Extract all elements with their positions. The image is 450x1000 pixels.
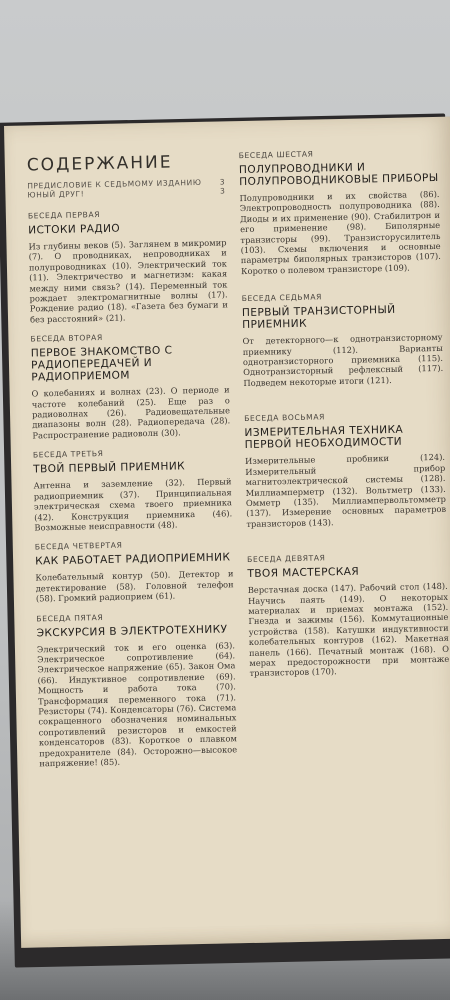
section-contents: Из глубины веков (5). Заглянем в микромир (7). О проводниках, непроводниках и полупроводниках (10). Электрический ток (11). Электричество и магнетизм: какая между ними связь? (14). Переменный ток рождает электромагнитные волны (17). Рождение радио (18). «Газета без бумаги и без расстояний» (21). (28, 237, 228, 325)
section-contents: Верстачная доска (147). Рабочий стол (148). Научись паять (149). О некоторых материалах и приемах монтажа (152). Гнезда и зажимы (156). Коммутационные устройства (158). Катушки индуктивности колебательных контуров (162). Макетная панель (166). Печатный монтаж (168). О мерах предосторожности при монтаже транзисторов (170). (247, 580, 450, 679)
young-friend-label: ЮНЫЙ ДРУГ! (27, 189, 85, 200)
section-contents: О колебаниях и волнах (23). О периоде и частоте колебаний (25). Еще раз о радиоволнах (26). Радиовещательные диапазоны волн (28). Радиопередача (28). Распространение радиоволн (30). (31, 384, 231, 441)
section-8 (244, 410, 446, 529)
section-6 (239, 147, 442, 276)
section-heading: ИЗМЕРИТЕЛЬНАЯ ТЕХНИКА ПЕРВОЙ НЕОБХОДИМОСТИ (244, 423, 404, 452)
section-7 (242, 290, 444, 388)
section-heading: ТВОЙ ПЕРВЫЙ ПРИЕМНИК (33, 460, 186, 476)
section-contents: От детекторного—к однотранзисторному приемнику (112). Варианты однотранзисторного приемника (115). Однотранзисторный рефлексный (117). Подведем некоторые итоги (121). (242, 332, 444, 388)
section-contents: Антенна и заземление (32). Первый радиоприемник (37). Принципиальная электрическая схема твоего приемника (42). Конструкция приемника (46). Возможные неисправности (48). (33, 476, 233, 533)
preface-page: 3 (219, 177, 226, 187)
section-contents: Полупроводники и их свойства (86). Электропроводность полупроводника (88). Диоды и их применение (90). Стабилитрон и его применение (98). Биполярные транзисторы (99). Транзисторусилитель (103). Схемы включения и основные параметры биполярных транзисторов (107). Коротко о полевом транзисторе (109). (239, 188, 441, 276)
section-label: БЕСЕДА ВТОРАЯ (30, 333, 103, 344)
section-heading: ПЕРВЫЙ ТРАНЗИСТОРНЫЙ ПРИЕМНИК (241, 304, 396, 332)
section-heading: ТВОЯ МАСТЕРСКАЯ (247, 565, 360, 581)
section-contents: Колебательный контур (50). Детектор и детектирование (58). Головной телефон (58). Громкий радиоприем (61). (35, 568, 234, 604)
section-5 (36, 610, 237, 769)
section-heading: ЭКСКУРСИЯ В ЭЛЕКТРОТЕХНИКУ (36, 622, 228, 639)
toc-title: СОДЕРЖАНИЕ (26, 152, 173, 176)
section-contents: Электрический ток и его оценка (63). Электрическое сопротивление (64). Электрическое напряжение (65). Закон Ома (66). Индуктивное сопротивление (69). Мощность и работа тока (70). Трансформация переменного тока (71). Резисторы (74). Конденсаторы (76). Система сокращенного обозначения номинальных сопротивлений резисторов и емкостей конденсаторов (83). Короткое о плавком предохранителе (84). Осторожно—высокое напряжение! (85). (36, 639, 238, 769)
section-2 (30, 331, 230, 441)
section-label: БЕСЕДА СЕДЬМАЯ (241, 292, 323, 304)
section-4 (35, 539, 234, 604)
preface-label: ПРЕДИСЛОВИЕ К СЕДЬМОМУ ИЗДАНИЮ (27, 177, 202, 191)
section-label: БЕСЕДА ПЕРВАЯ (27, 210, 101, 221)
section-label: БЕСЕДА ТРЕТЬЯ (32, 449, 104, 460)
young-friend-page: 3 (219, 186, 226, 196)
section-heading: ПЕРВОЕ ЗНАКОМСТВО С РАДИОПЕРЕДАЧЕЙ И РАДИОПРИЕМОМ (30, 344, 173, 384)
book-page (4, 117, 450, 948)
section-label: БЕСЕДА ЧЕТВЕРТАЯ (34, 540, 123, 552)
section-heading: КАК РАБОТАЕТ РАДИОПРИЕМНИК (35, 551, 231, 568)
section-heading: ИСТОКИ РАДИО (28, 222, 121, 237)
section-1 (28, 207, 228, 324)
section-label: БЕСЕДА ПЯТАЯ (36, 612, 104, 623)
section-9 (247, 551, 450, 679)
section-label: БЕСЕДА ШЕСТАЯ (238, 149, 314, 161)
section-contents: Измерительные пробники (124). Измерительный прибор магнитоэлектрической системы (128). Миллиамперметр (132). Вольтметр (133). Омметр (135). Миллиампервольтомметр (137). Измерение основных параметров транзисторов (143). (244, 452, 447, 529)
right-column (239, 147, 450, 679)
section-label: БЕСЕДА ВОСЬМАЯ (244, 412, 326, 424)
section-3 (33, 447, 233, 533)
section-label: БЕСЕДА ДЕВЯТАЯ (247, 553, 326, 565)
section-heading: ПОЛУПРОВОДНИКИ И ПОЛУПРОВОДНИКОВЫЕ ПРИБОРЫ (238, 161, 439, 189)
left-column (27, 151, 238, 768)
